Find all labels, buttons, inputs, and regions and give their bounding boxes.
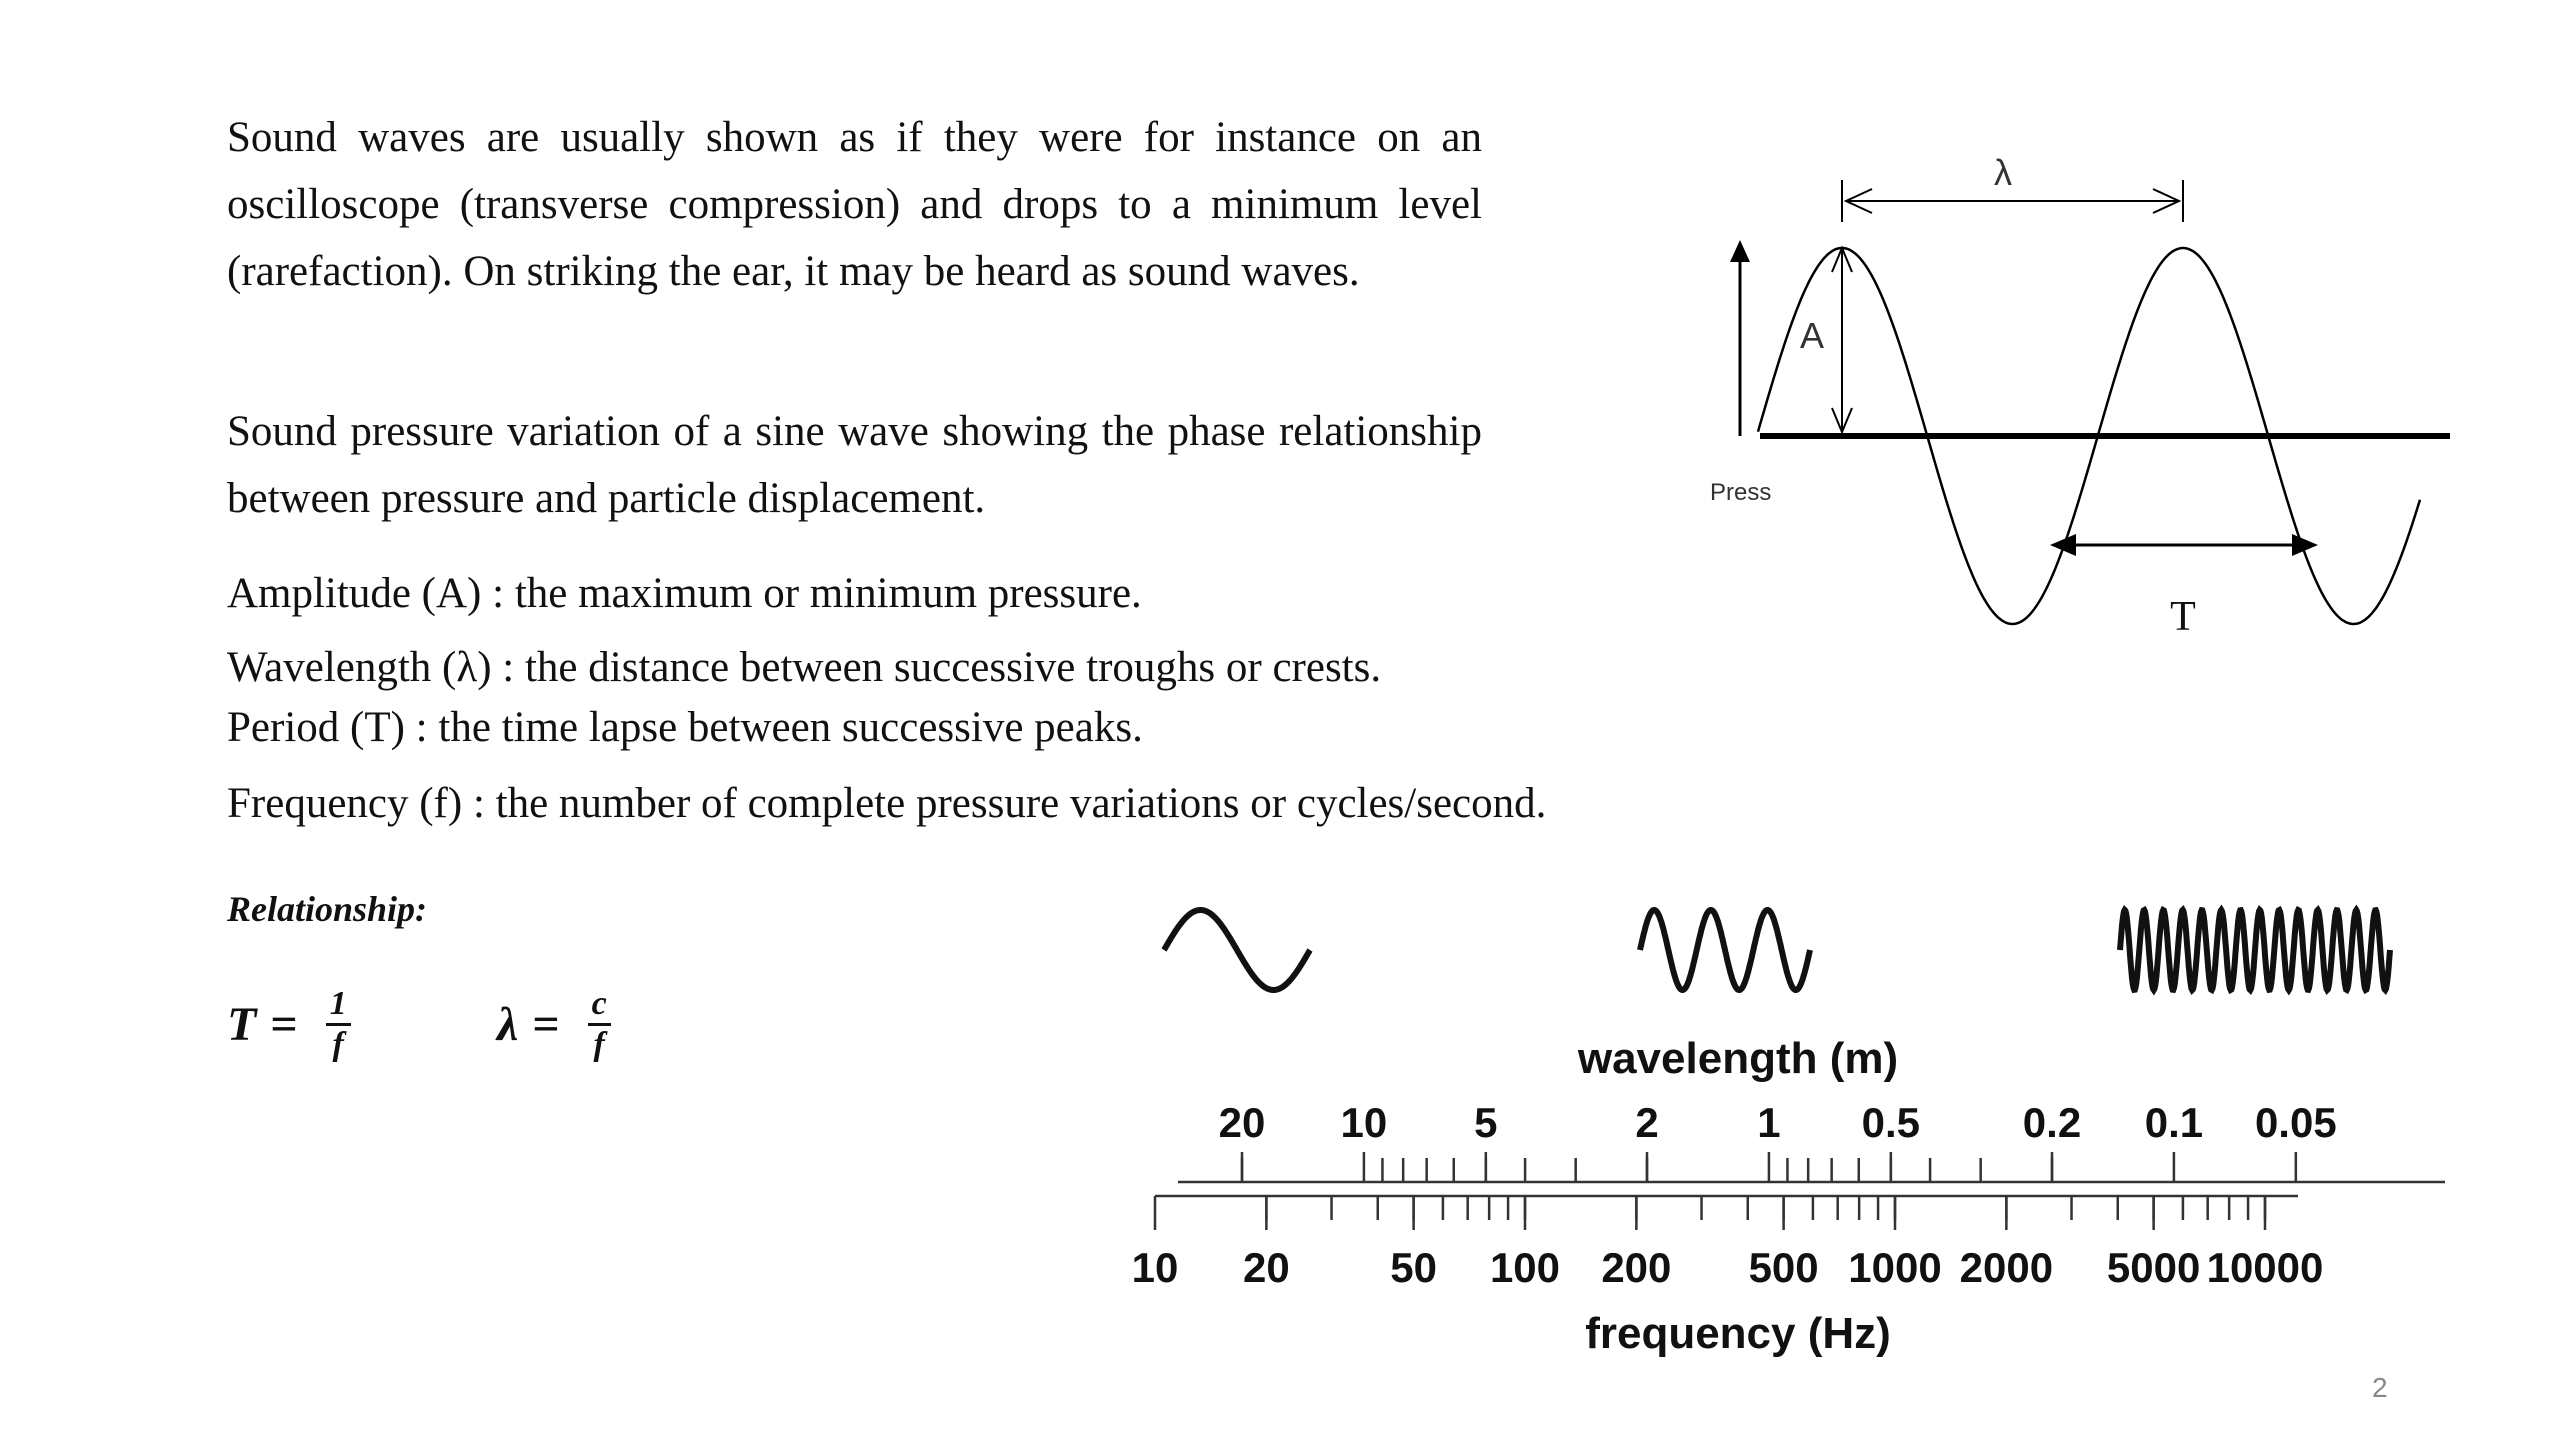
frequency-tick-label: 500 bbox=[1748, 1244, 1819, 1291]
press-axis-label: Press bbox=[1710, 479, 1772, 506]
frequency-tick-label: 20 bbox=[1243, 1244, 1290, 1291]
pressure-paragraph: Sound pressure variation of a sine wave showing the phase relationship between pressure and particle displacement. bbox=[227, 408, 1482, 522]
wavelength-tick-label: 0.05 bbox=[2254, 1099, 2337, 1146]
formula-equals: = bbox=[532, 998, 560, 1051]
period-definition: Period (T) : the time lapse between successive peaks. bbox=[227, 704, 1143, 751]
page-number: 2 bbox=[2372, 1372, 2388, 1403]
frequency-tick-label: 2000 bbox=[1959, 1244, 2054, 1291]
formula-lhs: λ bbox=[497, 998, 519, 1051]
formula-lhs: T bbox=[227, 998, 257, 1051]
period-formula bbox=[227, 985, 351, 1064]
wavelength-tick-labels bbox=[1219, 1099, 2337, 1146]
wavelength-ticks bbox=[1242, 1152, 2296, 1182]
amplitude-label: A bbox=[1799, 315, 1825, 356]
period-arrowhead-left bbox=[2050, 534, 2076, 556]
wavelength-tick-label: 0.5 bbox=[1861, 1099, 1921, 1146]
waveform-icons bbox=[1150, 890, 2410, 1020]
frequency-tick-label: 5000 bbox=[2106, 1244, 2201, 1291]
frequency-tick-label: 200 bbox=[1601, 1244, 1672, 1291]
wavelength-tick-label: 20 bbox=[1218, 1099, 1266, 1146]
frequency-tick-label: 1000 bbox=[1848, 1244, 1942, 1291]
intro-paragraph: Sound waves are usually shown as if they were for instance on an oscilloscope (transverse compression) and drops to a minimum level (rarefaction). On striking the ear, it may be heard as sound waves. bbox=[227, 114, 1482, 295]
high-frequency-wave-icon bbox=[2120, 910, 2390, 990]
frequency-tick-label: 100 bbox=[1489, 1244, 1561, 1291]
sine-wave-diagram bbox=[1690, 140, 2470, 660]
formula-denominator: f bbox=[332, 1026, 344, 1063]
formula-numerator: 1 bbox=[326, 985, 351, 1026]
frequency-tick-label: 10 bbox=[1131, 1244, 1179, 1291]
frequency-definition: Frequency (f) : the number of complete pressure variations or cycles/second. bbox=[227, 780, 1547, 827]
wavelength-frequency-scale bbox=[1110, 1025, 2460, 1380]
formula-equals: = bbox=[270, 998, 298, 1051]
formula-fraction bbox=[326, 985, 351, 1064]
frequency-tick-labels bbox=[1132, 1244, 2324, 1291]
wavelength-tick-label: 2 bbox=[1635, 1099, 1659, 1146]
frequency-tick-label: 10000 bbox=[2206, 1244, 2324, 1291]
mid-frequency-wave-icon bbox=[1640, 910, 1810, 990]
wavelength-tick-label: 5 bbox=[1474, 1099, 1498, 1146]
pressure-axis-arrowhead bbox=[1730, 240, 1750, 262]
frequency-ticks bbox=[1155, 1196, 2265, 1230]
period-label: T bbox=[2170, 594, 2196, 640]
lambda-label: λ bbox=[1994, 152, 2012, 193]
wavelength-definition: Wavelength (λ) : the distance between successive troughs or crests. bbox=[227, 644, 1382, 691]
wavelength-tick-label: 0.1 bbox=[2144, 1099, 2204, 1146]
wavelength-formula bbox=[497, 985, 611, 1064]
relationship-heading: Relationship: bbox=[227, 889, 428, 929]
wavelength-tick-label: 1 bbox=[1757, 1099, 1781, 1146]
wavelength-axis-title: wavelength (m) bbox=[1577, 1034, 1899, 1083]
formula-numerator: c bbox=[588, 985, 611, 1026]
frequency-axis-title: frequency (Hz) bbox=[1585, 1309, 1891, 1358]
low-frequency-wave-icon bbox=[1164, 910, 1310, 990]
amplitude-definition: Amplitude (A) : the maximum or minimum pressure. bbox=[227, 570, 1142, 617]
formula-fraction bbox=[588, 985, 611, 1064]
wavelength-tick-label: 0.2 bbox=[2022, 1099, 2082, 1146]
frequency-tick-label: 50 bbox=[1390, 1244, 1437, 1291]
wavelength-tick-label: 10 bbox=[1340, 1099, 1388, 1146]
formula-denominator: f bbox=[593, 1026, 605, 1063]
